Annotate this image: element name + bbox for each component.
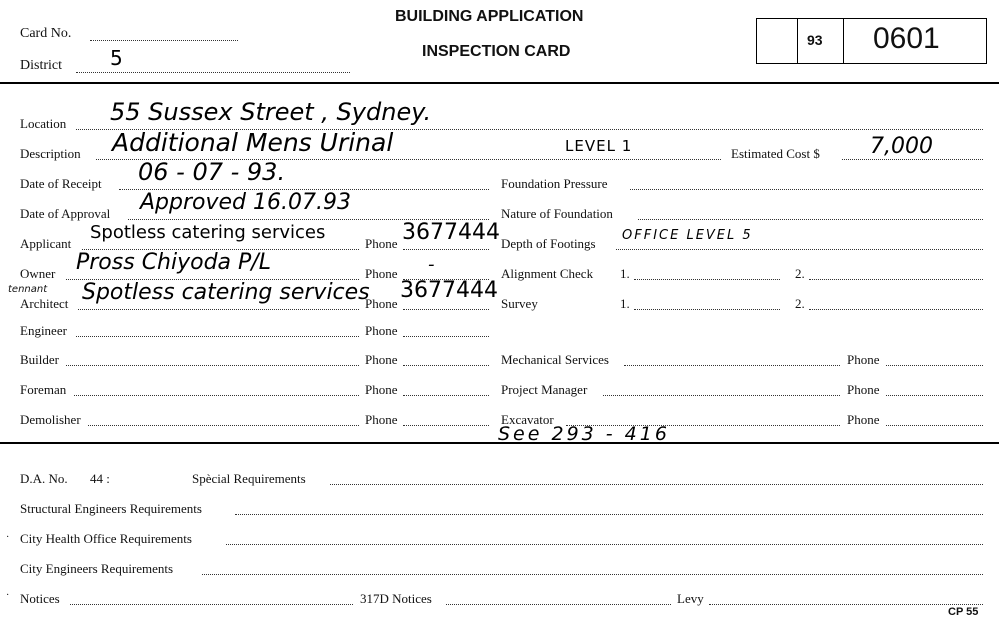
- architect-tennant-note: tennant: [8, 284, 48, 295]
- details-divider: [0, 442, 999, 444]
- description-value: Additional Mens Urinal: [112, 128, 394, 157]
- foreman-phone-label: Phone: [365, 382, 398, 397]
- levy-line[interactable]: [709, 604, 983, 605]
- health-requirements-line[interactable]: [226, 544, 983, 545]
- depth-footings-label: Depth of Footings: [501, 236, 596, 251]
- form-code: CP 55: [948, 606, 979, 618]
- applicant-phone-line[interactable]: [403, 249, 489, 250]
- margin-mark-notices: ·: [6, 590, 10, 601]
- da-no-label: D.A. No.: [20, 471, 68, 486]
- engineer-line[interactable]: [76, 336, 359, 337]
- alignment-check-2: 2.: [795, 266, 805, 281]
- health-requirements-label: City Health Office Requirements: [20, 531, 192, 546]
- foreman-line[interactable]: [74, 395, 359, 396]
- engineers-requirements-line[interactable]: [202, 574, 983, 575]
- card-no-line[interactable]: [90, 40, 238, 41]
- builder-phone-label: Phone: [365, 352, 398, 367]
- engineer-phone-label: Phone: [365, 323, 398, 338]
- date-receipt-value: 06 - 07 - 93.: [138, 158, 286, 186]
- survey-2: 2.: [795, 296, 805, 311]
- alignment-check-1-line[interactable]: [634, 279, 780, 280]
- architect-value: Spotless catering services: [82, 280, 370, 305]
- mechanical-services-label: Mechanical Services: [501, 352, 609, 367]
- foundation-pressure-line[interactable]: [630, 189, 983, 190]
- district-label: District: [20, 58, 62, 73]
- header-divider: [0, 82, 999, 84]
- nature-foundation-line[interactable]: [638, 219, 983, 220]
- foreman-phone-line[interactable]: [403, 395, 489, 396]
- structural-requirements-line[interactable]: [235, 514, 983, 515]
- architect-phone-line[interactable]: [403, 309, 489, 310]
- builder-line[interactable]: [66, 365, 359, 366]
- project-manager-line[interactable]: [603, 395, 840, 396]
- excavator-phone-line[interactable]: [886, 425, 983, 426]
- notices-line[interactable]: [70, 604, 353, 605]
- card-number: 0601: [873, 22, 940, 55]
- survey-2-line[interactable]: [809, 309, 983, 310]
- architect-line[interactable]: [78, 309, 359, 310]
- special-requirements-line[interactable]: [330, 484, 983, 485]
- demolisher-phone-line[interactable]: [403, 425, 489, 426]
- owner-phone-value: -: [428, 254, 435, 275]
- project-manager-label: Project Manager: [501, 382, 588, 397]
- demolisher-label: Demolisher: [20, 412, 81, 427]
- card-no-label: Card No.: [20, 26, 72, 41]
- mechanical-phone-label: Phone: [847, 352, 880, 367]
- form-title-line1: BUILDING APPLICATION: [395, 8, 584, 25]
- location-label: Location: [20, 116, 67, 131]
- notices-317d-line[interactable]: [446, 604, 671, 605]
- owner-phone-label: Phone: [365, 266, 398, 281]
- demolisher-line[interactable]: [88, 425, 359, 426]
- depth-footings-value: OFFICE LEVEL 5: [622, 228, 753, 243]
- date-approval-label: Date of Approval: [20, 206, 111, 221]
- foundation-pressure-label: Foundation Pressure: [501, 176, 608, 191]
- applicant-label: Applicant: [20, 236, 72, 251]
- architect-phone-value: 3677444: [400, 278, 498, 303]
- levy-label: Levy: [677, 591, 704, 606]
- depth-footings-line[interactable]: [616, 249, 983, 250]
- notices-317d-label: 317D Notices: [360, 591, 432, 606]
- foreman-label: Foreman: [20, 382, 67, 397]
- estimated-cost-value: 7,000: [870, 134, 933, 159]
- project-manager-phone-label: Phone: [847, 382, 880, 397]
- engineer-phone-line[interactable]: [403, 336, 489, 337]
- engineer-label: Engineer: [20, 323, 67, 338]
- engineers-requirements-label: City Engineers Requirements: [20, 561, 174, 576]
- project-manager-phone-line[interactable]: [886, 395, 983, 396]
- mechanical-phone-line[interactable]: [886, 365, 983, 366]
- special-requirements-label: Spècial Requirements: [192, 471, 306, 486]
- district-line[interactable]: [76, 72, 350, 73]
- nature-foundation-label: Nature of Foundation: [501, 206, 613, 221]
- margin-mark-health: ·: [6, 532, 10, 543]
- location-value: 55 Sussex Street , Sydney.: [110, 98, 432, 126]
- mechanical-services-line[interactable]: [624, 365, 840, 366]
- year-box: 93: [807, 32, 823, 48]
- alignment-check-2-line[interactable]: [809, 279, 983, 280]
- excavator-label: Excavator: [501, 412, 554, 427]
- estimated-cost-label: Estimated Cost $: [731, 146, 820, 161]
- description-label: Description: [20, 146, 81, 161]
- estimated-cost-line[interactable]: [842, 159, 983, 160]
- date-approval-value: Approved 16.07.93: [140, 190, 351, 215]
- excavator-phone-label: Phone: [847, 412, 880, 427]
- survey-1: 1.: [620, 296, 630, 311]
- card-number-box: [756, 18, 987, 64]
- survey-1-line[interactable]: [634, 309, 780, 310]
- demolisher-phone-label: Phone: [365, 412, 398, 427]
- date-receipt-label: Date of Receipt: [20, 176, 102, 191]
- owner-value: Pross Chiyoda P/L: [76, 250, 271, 275]
- builder-label: Builder: [20, 352, 59, 367]
- alignment-check-label: Alignment Check: [501, 266, 594, 281]
- architect-phone-label: Phone: [365, 296, 398, 311]
- structural-requirements-label: Structural Engineers Requirements: [20, 501, 202, 516]
- builder-phone-line[interactable]: [403, 365, 489, 366]
- district-value: 5: [110, 46, 123, 70]
- excavator-note: See 293 - 416: [498, 423, 670, 445]
- alignment-check-1: 1.: [620, 266, 630, 281]
- form-title-line2: INSPECTION CARD: [422, 43, 571, 60]
- applicant-value: Spotless catering services: [90, 222, 326, 243]
- architect-label: Architect: [20, 296, 69, 311]
- survey-label: Survey: [501, 296, 538, 311]
- description-extra: LEVEL 1: [565, 137, 633, 155]
- applicant-phone-value: 3677444: [402, 220, 500, 245]
- da-no-value: 44 :: [90, 471, 110, 486]
- owner-label: Owner: [20, 266, 56, 281]
- notices-label: Notices: [20, 591, 60, 606]
- applicant-phone-label: Phone: [365, 236, 398, 251]
